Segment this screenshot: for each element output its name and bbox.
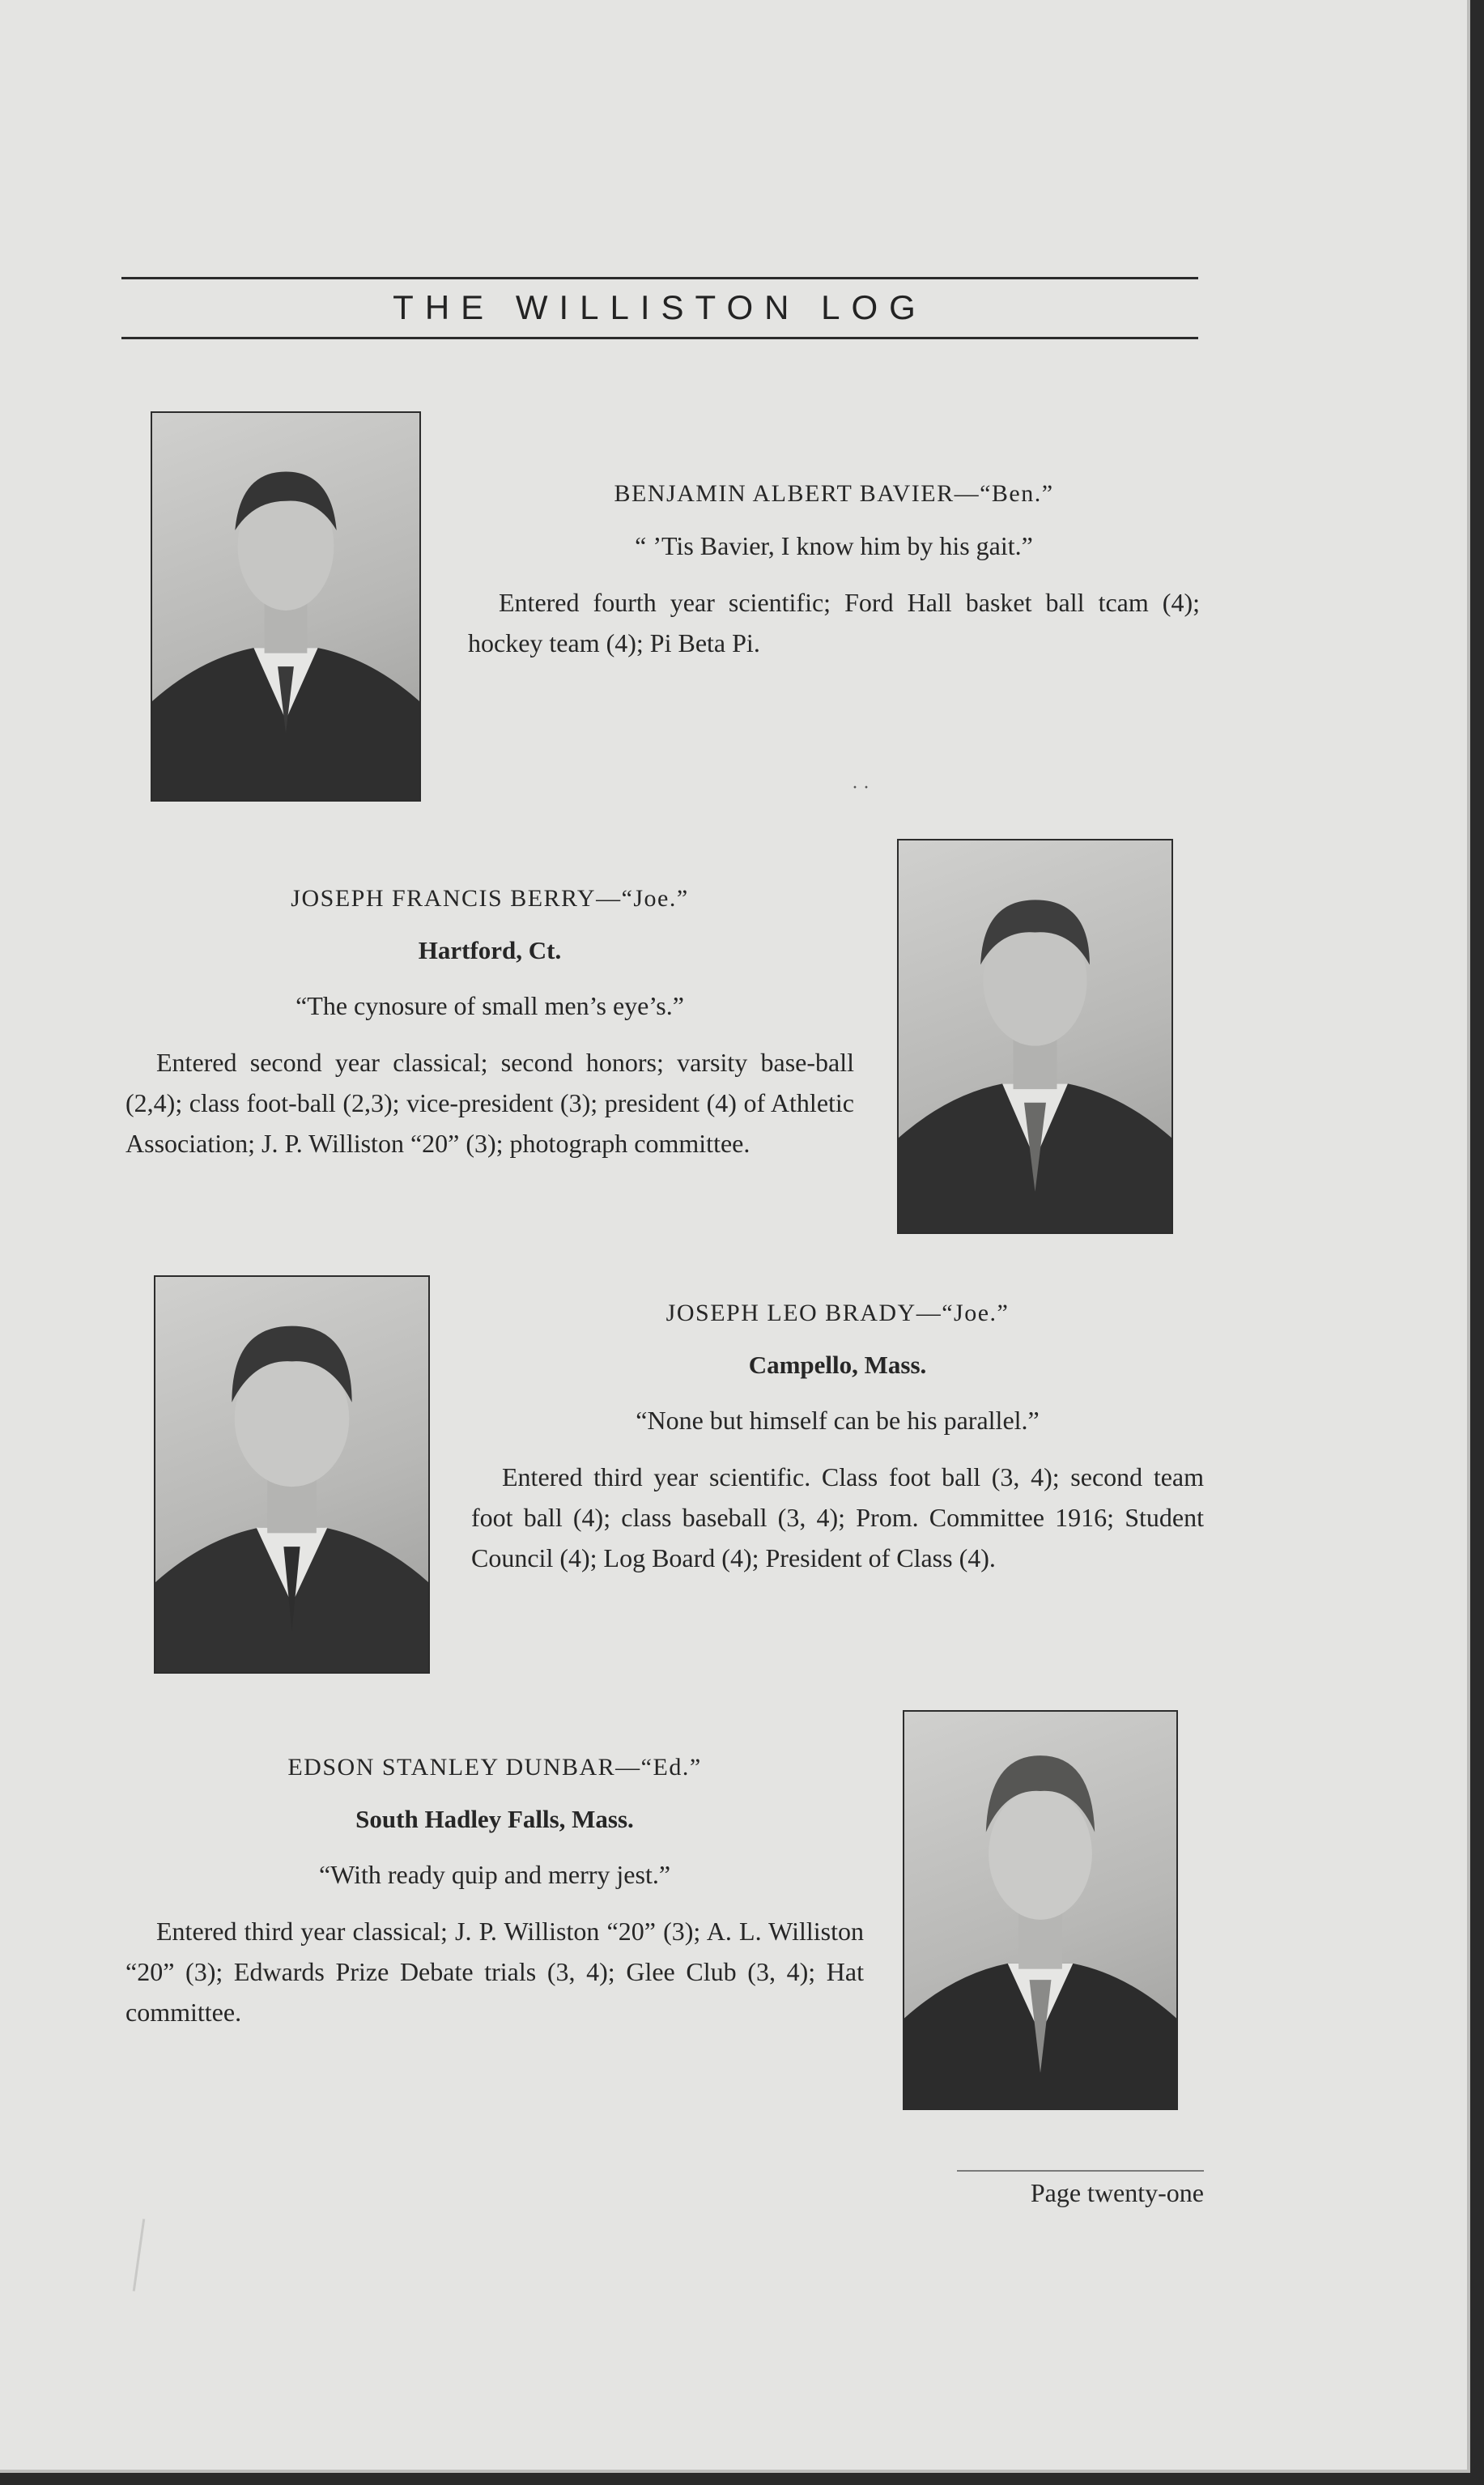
entry-brady bbox=[471, 1293, 1204, 1578]
entry-dunbar bbox=[125, 1747, 864, 2032]
entry-description: Entered third year classical; J. P. Williston “20” (3); A. L. Williston “20” (3); Edwards Prize Debate trials (3, 4); Glee Club (3, 4); Hat committee. bbox=[125, 1917, 864, 2027]
entry-name: EDSON STANLEY DUNBAR—“Ed.” bbox=[287, 1754, 702, 1781]
entry-bavier bbox=[468, 474, 1200, 663]
entry-berry bbox=[125, 879, 854, 1164]
portrait-photo-brady bbox=[154, 1275, 430, 1674]
portrait-photo-berry bbox=[897, 839, 1173, 1234]
portrait-photo-bavier bbox=[151, 411, 421, 802]
page-number: Page twenty-one bbox=[1030, 2178, 1204, 2207]
entry-description: Entered fourth year scientific; Ford Hall basket ball tcam (4); hockey team (4); Pi Beta Pi. bbox=[468, 588, 1200, 657]
page-blemish bbox=[133, 2219, 145, 2291]
entry-description: Entered second year classical; second honors; varsity base-ball (2,4); class foot-ball (2,3); vice-president (3); president (4) of Athletic Association; J. P. Williston “20” (3); photograph committee. bbox=[125, 1048, 854, 1158]
print-specks: ·· bbox=[852, 777, 874, 798]
entry-hometown: South Hadley Falls, Mass. bbox=[355, 1805, 634, 1833]
entry-name: JOSEPH FRANCIS BERRY—“Joe.” bbox=[291, 885, 689, 912]
page-header-title: THE WILLISTON LOG bbox=[393, 288, 927, 326]
entry-name: BENJAMIN ALBERT BAVIER—“Ben.” bbox=[614, 480, 1054, 507]
entry-hometown: Hartford, Ct. bbox=[418, 936, 562, 964]
entry-hometown: Campello, Mass. bbox=[748, 1351, 927, 1379]
entry-quote: “None but himself can be his parallel.” bbox=[636, 1406, 1040, 1435]
header-top-rule bbox=[121, 277, 1198, 279]
entry-quote: “The cynosure of small men’s eye’s.” bbox=[296, 991, 684, 1020]
header-bottom-rule bbox=[121, 337, 1198, 339]
footer-rule bbox=[957, 2170, 1204, 2172]
entry-description: Entered third year scientific. Class foot ball (3, 4); second team foot ball (4); class baseball (3, 4); Prom. Committee 1916; Student Council (4); Log Board (4); President of Class (4). bbox=[471, 1462, 1204, 1572]
portrait-photo-dunbar bbox=[903, 1710, 1178, 2110]
entry-quote: “With ready quip and merry jest.” bbox=[318, 1860, 671, 1889]
entry-quote: “ ’Tis Bavier, I know him by his gait.” bbox=[635, 531, 1033, 560]
entry-name: JOSEPH LEO BRADY—“Joe.” bbox=[665, 1300, 1010, 1326]
